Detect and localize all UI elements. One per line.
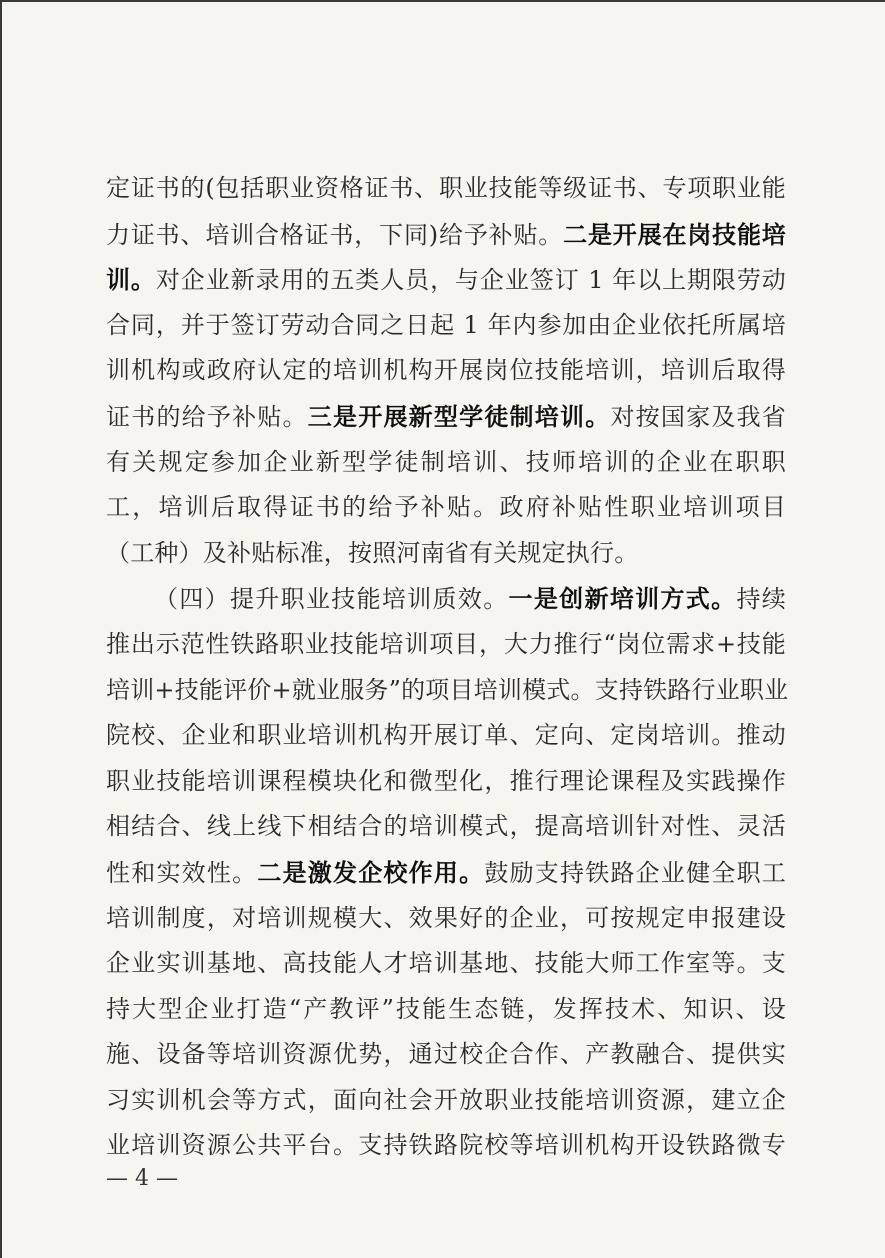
text-line xyxy=(106,576,786,622)
text-line xyxy=(106,440,786,486)
body-text xyxy=(106,166,789,1169)
text-line xyxy=(106,166,786,212)
body-text-segment: 持续 xyxy=(736,585,786,614)
body-text-segment: 业培训资源公共平台。支持铁路院校等培训机构开设铁路微专 xyxy=(106,1131,786,1160)
text-line xyxy=(106,531,786,577)
text-line xyxy=(106,212,786,258)
body-text-segment: 合同，并于签订劳动合同之日起 1 年内参加由企业依托所属培 xyxy=(106,310,786,339)
bold-heading-text: 二是激发企校作用。 xyxy=(257,857,485,887)
body-text-segment: 推出示范性铁路职业技能培训项目，大力推行“岗位需求+技能 xyxy=(106,629,786,658)
body-text-segment: 性和实效性。 xyxy=(106,858,258,887)
body-text-segment: 相结合、线上线下相结合的培训模式，提高培训针对性、灵活 xyxy=(106,812,786,841)
text-line xyxy=(106,668,789,714)
bold-heading-text: 二是开展在岗技能培 xyxy=(563,219,786,249)
body-text-segment: 证书的给予补贴。 xyxy=(106,402,308,431)
text-line xyxy=(106,713,786,759)
body-text-segment: 培训+技能评价+就业服务”的项目培训模式。支持铁路行业职业 xyxy=(106,675,789,704)
body-text-segment: 培训制度，对培训规模大、效果好的企业，可按规定申报建设 xyxy=(106,903,786,932)
text-line xyxy=(106,257,786,303)
body-text-segment: 鼓励支持铁路企业健全职工 xyxy=(484,858,786,887)
text-line xyxy=(106,850,786,896)
text-line xyxy=(106,622,786,668)
text-line xyxy=(106,896,786,942)
text-line xyxy=(106,759,786,805)
text-line xyxy=(106,485,786,531)
body-text-segment: 定证书的(包括职业资格证书、职业技能等级证书、专项职业能 xyxy=(106,174,786,202)
body-text-segment: 对企业新录用的五类人员，与企业签订 1 年以上期限劳动 xyxy=(155,266,786,295)
text-line xyxy=(106,941,786,987)
body-text-segment: 有关规定参加企业新型学徒制培训、技师培训的企业在职职 xyxy=(106,447,786,476)
body-text-segment: 院校、企业和职业培训机构开展订单、定向、定岗培训。推动 xyxy=(106,721,786,750)
bold-heading-text: 三是开展新型学徒制培训。 xyxy=(307,401,611,431)
body-text-segment: 工，培训后取得证书的给予补贴。政府补贴性职业培训项目 xyxy=(106,493,786,522)
text-line xyxy=(106,348,786,394)
text-line xyxy=(106,1123,786,1169)
bold-heading-text: 训。 xyxy=(106,265,156,295)
bold-heading-text: 一是创新培训方式。 xyxy=(508,584,737,614)
body-text-segment: 施、设备等培训资源优势，通过校企合作、产教融合、提供实 xyxy=(106,1040,786,1069)
text-line xyxy=(106,303,786,349)
body-text-segment: 训机构或政府认定的培训机构开展岗位技能培训，培训后取得 xyxy=(106,356,786,385)
body-text-segment: 持大型企业打造“产教评”技能生态链，发挥技术、知识、设 xyxy=(106,994,786,1023)
body-text-segment: （四）提升职业技能培训质效。 xyxy=(154,585,509,614)
body-text-segment: 职业技能培训课程模块化和微型化，推行理论课程及实践操作 xyxy=(106,766,786,795)
text-line xyxy=(106,804,786,850)
body-text-segment: （工种）及补贴标准，按照河南省有关规定执行。 xyxy=(106,538,639,567)
text-line xyxy=(106,1078,786,1124)
body-text-segment: 习实训机会等方式，面向社会开放职业技能培训资源，建立企 xyxy=(106,1085,786,1114)
body-text-segment: 企业实训基地、高技能人才培训基地、技能大师工作室等。支 xyxy=(106,949,786,978)
text-line xyxy=(106,394,786,440)
body-text-segment: 对按国家及我省 xyxy=(610,402,786,431)
text-line xyxy=(106,1032,786,1078)
body-text-segment: 力证书、培训合格证书，下同)给予补贴。 xyxy=(106,220,564,249)
page-number: — 4 — xyxy=(106,1166,178,1191)
text-line xyxy=(106,987,786,1033)
